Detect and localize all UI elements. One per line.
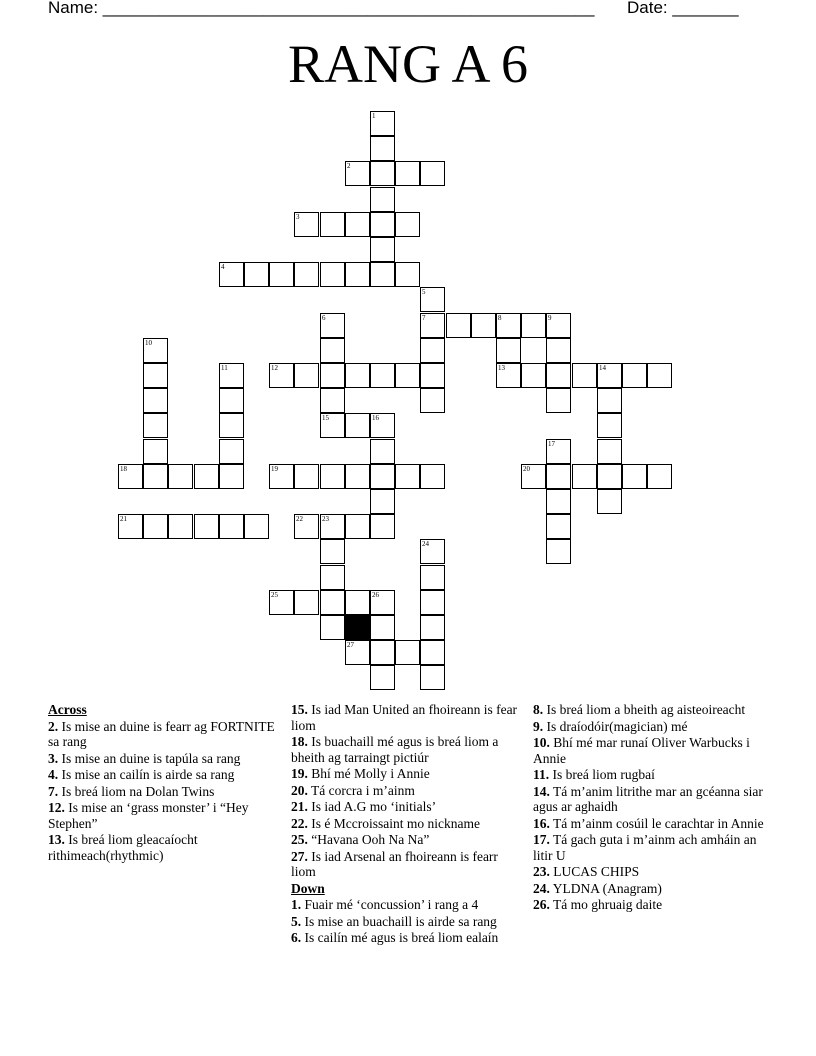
clue-number: 25 [271,591,278,599]
clue-item [533,881,765,897]
clue-item [48,719,280,750]
clue-number: 19 [271,465,278,473]
clue-item [533,767,765,783]
clue-text: Tá m’anim litrithe mar an gcéanna siar agus ar aghaidh [533,783,763,814]
grid-cell[interactable] [143,388,168,413]
grid-cell[interactable] [219,439,244,464]
clue-number: 25. [291,832,308,847]
clue-item [291,702,523,733]
grid-cell[interactable] [622,363,647,388]
clue-item [533,735,765,766]
clue-item [291,783,523,799]
grid-cell[interactable] [294,464,319,489]
clue-item [48,800,280,831]
clue-text: Is mise an buachaill is airde sa rang [301,913,497,929]
clue-number: 10. [533,735,550,750]
grid-cell[interactable] [345,590,370,615]
clue-number: 26 [372,591,379,599]
grid-cell[interactable] [370,514,395,539]
grid-cell[interactable] [370,187,395,212]
grid-cell[interactable] [597,489,622,514]
clue-item [533,702,765,718]
black-square [345,615,370,640]
clues-column-2 [291,702,523,947]
grid-cell[interactable] [269,363,294,388]
clue-number: 12 [271,364,278,372]
grid-cell[interactable] [370,640,395,665]
clue-text: Is breá liom a bheith ag aisteoireacht [543,702,746,717]
clue-text: Tá gach guta i m’ainm ach amháin an litir U [533,832,757,863]
grid-cell[interactable] [546,363,571,388]
clue-text: “Havana Ooh Na Na” [307,832,430,847]
clue-text: Is breá liom na Dolan Twins [58,783,215,799]
clue-number: 22. [291,815,308,831]
grid-cell[interactable] [370,464,395,489]
grid-cell[interactable] [370,590,395,615]
grid-cell[interactable] [370,136,395,161]
clue-item [291,799,523,815]
grid-cell[interactable] [597,363,622,388]
clue-item [291,914,523,930]
grid-cell[interactable] [647,363,672,388]
grid-cell[interactable] [118,464,143,489]
clue-number: 8 [498,314,502,322]
clue-number: 13. [48,832,65,847]
grid-cell[interactable] [219,413,244,438]
grid-cell[interactable] [320,313,345,338]
grid-cell[interactable] [420,464,445,489]
grid-cell[interactable] [420,539,445,564]
grid-cell[interactable] [496,363,521,388]
grid-cell[interactable] [546,313,571,338]
clue-number: 6 [322,314,326,322]
grid-cell[interactable] [546,388,571,413]
down-heading: Down [291,880,325,896]
clue-item [533,719,765,735]
grid-cell[interactable] [345,640,370,665]
grid-cell[interactable] [395,161,420,186]
clue-number: 2 [347,162,351,170]
grid-cell[interactable] [118,514,143,539]
clue-text: Is mise an ‘grass monster’ i “Hey Stephen” [48,800,249,831]
clue-number: 18 [120,465,127,473]
clue-text: Is iad A.G mo ‘initials’ [307,799,437,814]
clue-number: 4. [48,767,59,782]
grid-cell[interactable] [320,590,345,615]
clue-text: Is é Mccroissaint mo nickname [307,815,480,831]
grid-cell[interactable] [143,439,168,464]
clue-number: 21. [291,799,308,814]
grid-cell[interactable] [320,615,345,640]
clue-number: 23. [533,864,550,879]
clue-number: 27 [347,641,354,649]
grid-cell[interactable] [546,514,571,539]
grid-cell[interactable] [420,313,445,338]
grid-cell[interactable] [370,237,395,262]
grid-cell[interactable] [219,464,244,489]
grid-cell[interactable] [320,363,345,388]
clue-text: Is breá liom rugbaí [549,767,655,782]
grid-cell[interactable] [269,464,294,489]
grid-cell[interactable] [168,464,193,489]
grid-cell[interactable] [647,464,672,489]
clue-number: 24. [533,880,550,896]
grid-cell[interactable] [572,464,597,489]
grid-cell[interactable] [320,388,345,413]
grid-cell[interactable] [420,161,445,186]
clue-text: Is mise an cailín is airde sa rang [58,767,235,782]
clue-number: 16. [533,815,550,831]
grid-cell[interactable] [320,413,345,438]
grid-cell[interactable] [143,338,168,363]
clue-item [533,784,765,815]
grid-cell[interactable] [420,363,445,388]
clue-item [48,751,280,767]
grid-cell[interactable] [370,489,395,514]
clue-item [48,832,280,863]
grid-cell[interactable] [420,287,445,312]
grid-cell[interactable] [370,665,395,690]
grid-cell[interactable] [320,262,345,287]
clue-item [533,832,765,863]
grid-cell[interactable] [420,338,445,363]
grid-cell[interactable] [244,514,269,539]
grid-cell[interactable] [395,464,420,489]
clue-number: 27. [291,848,308,864]
clue-number: 5. [291,913,302,929]
clue-number: 11 [221,364,228,372]
clue-number: 7. [48,783,59,799]
grid-cell[interactable] [622,464,647,489]
grid-cell[interactable] [597,413,622,438]
grid-cell[interactable] [471,313,496,338]
grid-cell[interactable] [219,514,244,539]
name-field: Name: ____________________________________________________ [48,0,595,17]
clue-text: Is buachaill mé agus is breá liom a bheith ag tarraingt pictiúr [291,734,499,765]
grid-cell[interactable] [521,363,546,388]
grid-cell[interactable] [446,313,471,338]
grid-cell[interactable] [244,262,269,287]
clue-number: 11. [533,767,550,782]
clue-item [291,816,523,832]
clue-number: 9. [533,718,544,734]
clue-number: 13 [498,364,505,372]
grid-cell[interactable] [370,212,395,237]
grid-cell[interactable] [370,615,395,640]
grid-cell[interactable] [420,565,445,590]
grid-cell[interactable] [143,464,168,489]
clues-column-3 [533,702,765,914]
clue-text: Is iad Arsenal an fhoireann is fearr liom [291,848,498,879]
grid-cell[interactable] [294,514,319,539]
clue-number: 20. [291,782,308,798]
grid-cell[interactable] [345,514,370,539]
clue-item [291,734,523,765]
clue-number: 16 [372,414,379,422]
clue-number: 20 [523,465,530,473]
grid-cell[interactable] [219,262,244,287]
clue-number: 1 [372,112,376,120]
clue-number: 4 [221,263,225,271]
clue-number: 18. [291,734,308,749]
clue-number: 14 [599,364,606,372]
clue-item [291,849,523,880]
clue-number: 21 [120,515,127,523]
grid-cell[interactable] [345,262,370,287]
grid-cell[interactable] [370,111,395,136]
grid-cell[interactable] [496,338,521,363]
grid-cell[interactable] [294,262,319,287]
clue-number: 9 [548,314,552,322]
grid-cell[interactable] [420,665,445,690]
clue-number: 14. [533,783,550,799]
clue-number: 3. [48,750,59,766]
grid-cell[interactable] [546,489,571,514]
grid-cell[interactable] [370,413,395,438]
clue-item [48,767,280,783]
grid-cell[interactable] [143,363,168,388]
grid-cell[interactable] [370,439,395,464]
clue-item [291,766,523,782]
clue-number: 12. [48,800,65,815]
clue-text: Bhí mé Molly i Annie [307,766,430,781]
grid-cell[interactable] [320,539,345,564]
across-heading: Across [48,702,87,717]
grid-cell[interactable] [597,388,622,413]
grid-cell[interactable] [194,514,219,539]
clue-text: Fuair mé ‘concussion’ i rang a 4 [301,897,479,912]
grid-cell[interactable] [194,464,219,489]
clue-number: 3 [296,213,300,221]
grid-cell[interactable] [320,514,345,539]
clue-number: 24 [422,540,429,548]
grid-cell[interactable] [370,161,395,186]
grid-cell[interactable] [320,464,345,489]
grid-cell[interactable] [370,262,395,287]
clue-text: Tá mo ghruaig daite [549,897,663,912]
grid-cell[interactable] [546,464,571,489]
grid-cell[interactable] [572,363,597,388]
clue-item [291,832,523,848]
clue-number: 15. [291,702,308,717]
grid-cell[interactable] [521,464,546,489]
clue-item [291,930,523,946]
clue-number: 7 [422,314,426,322]
grid-cell[interactable] [320,338,345,363]
grid-cell[interactable] [345,464,370,489]
clue-number: 2. [48,718,59,734]
grid-cell[interactable] [395,363,420,388]
grid-cell[interactable] [320,565,345,590]
grid-cell[interactable] [420,615,445,640]
clue-text: Is mise an duine is fearr ag FORTNITE sa rang [48,718,275,749]
date-field: Date: _______ [627,0,739,17]
grid-cell[interactable] [420,640,445,665]
clue-text: Tá m’ainm cosúil le carachtar in Annie [549,815,764,831]
grid-cell[interactable] [546,338,571,363]
grid-cell[interactable] [294,590,319,615]
grid-cell[interactable] [219,388,244,413]
grid-cell[interactable] [269,590,294,615]
clue-number: 23 [322,515,329,523]
clue-text: YLDNA (Anagram) [549,880,662,896]
grid-cell[interactable] [345,413,370,438]
grid-cell[interactable] [345,212,370,237]
clue-item [48,784,280,800]
clue-number: 17 [548,440,555,448]
grid-cell[interactable] [143,514,168,539]
clue-text: Is iad Man United an fhoireann is fear liom [291,702,518,733]
clue-text: LUCAS CHIPS [549,864,640,879]
page-title: RANG A 6 [287,34,529,94]
grid-cell[interactable] [597,439,622,464]
clue-number: 19. [291,766,308,781]
grid-cell[interactable] [294,212,319,237]
clue-number: 15 [322,414,329,422]
grid-cell[interactable] [219,363,244,388]
clue-number: 26. [533,897,550,912]
clue-item [533,816,765,832]
grid-cell[interactable] [546,439,571,464]
grid-cell[interactable] [370,363,395,388]
clue-text: Bhí mé mar runaí Oliver Warbucks i Annie [533,735,750,766]
grid-cell[interactable] [320,212,345,237]
grid-cell[interactable] [143,413,168,438]
clue-number: 17. [533,832,550,847]
clue-item [533,864,765,880]
clue-text: Is cailín mé agus is breá liom ealaín [301,930,499,945]
clue-number: 10 [145,339,152,347]
grid-cell[interactable] [294,363,319,388]
grid-cell[interactable] [420,590,445,615]
clue-text: Is mise an duine is tapúla sa rang [58,750,241,766]
clue-text: Tá corcra i m’ainm [307,782,415,798]
grid-cell[interactable] [496,313,521,338]
grid-cell[interactable] [269,262,294,287]
grid-cell[interactable] [395,640,420,665]
clue-number: 22 [296,515,303,523]
grid-cell[interactable] [420,388,445,413]
grid-cell[interactable] [345,363,370,388]
grid-cell[interactable] [395,212,420,237]
clue-text: Is breá liom gleacaíocht rithimeach(rhythmic) [48,832,198,863]
grid-cell[interactable] [521,313,546,338]
clue-number: 1. [291,897,302,912]
clue-text: Is draíodóir(magician) mé [543,718,688,734]
grid-cell[interactable] [546,539,571,564]
clue-number: 5 [422,288,426,296]
clue-number: 8. [533,702,544,717]
clue-number: 6. [291,930,302,945]
clue-item [291,897,523,913]
clue-item [533,897,765,913]
grid-cell[interactable] [168,514,193,539]
clues-column-1 [48,702,280,864]
grid-cell[interactable] [395,262,420,287]
grid-cell[interactable] [597,464,622,489]
grid-cell[interactable] [345,161,370,186]
